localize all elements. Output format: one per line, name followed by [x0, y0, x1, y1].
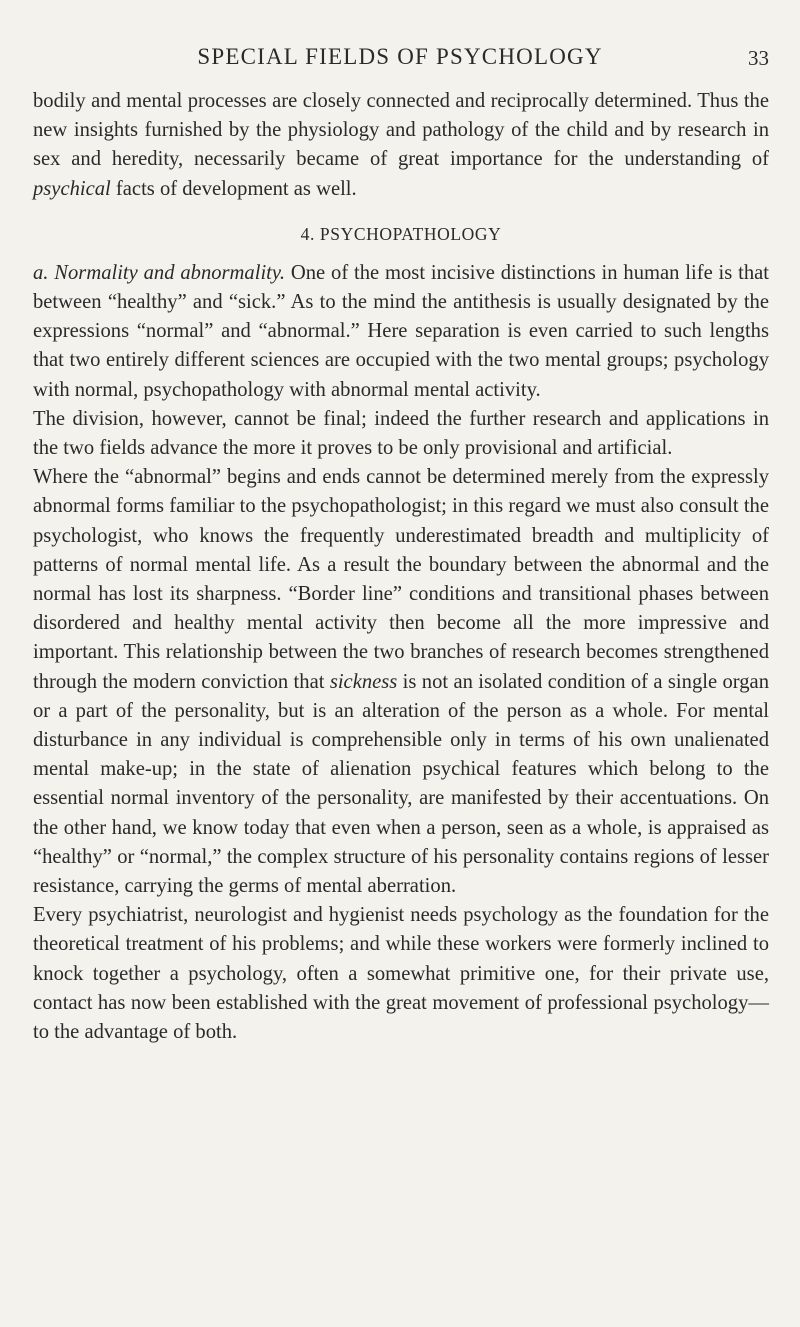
paragraph-division: The division, however, cannot be final; indeed the further research and applications in the two fields advance the more it proves to be only provisional and artificial. [33, 407, 769, 460]
paragraph-text: One of the most incisive distinctions in human life is that between “healthy” and “sick.” As to the mind the antithesis is usually designated by the expressions “normal” and “abnormal.” Here separation is even carried to such lengths that two entirely different sciences are occupied with the two mental groups; psychology with normal, psychopathology with abnormal mental activity. [33, 261, 769, 401]
running-head [0, 44, 800, 78]
paragraph-text: facts of development as well. [110, 177, 357, 200]
paragraph-text: bodily and mental processes are closely connected and reciprocally determined. Thus the new insights furnished by the physiology and pathology of the child and by research in sex and heredity, necessarily became of great importance for the understanding of [33, 90, 769, 171]
paragraph-psychiatrist: Every psychiatrist, neurologist and hygienist needs psychology as the foundation for the theoretical treatment of his problems; and while these workers were formerly inclined to knock together a psychology, often a somewhat primitive one, for their private use, contact has now been established with the great movement of professional psychology—to the advantage of both. [33, 904, 769, 1044]
page-number: 33 [748, 46, 769, 70]
section-heading: 4. PSYCHOPATHOLOGY [300, 223, 502, 244]
paragraph-normality [33, 259, 769, 405]
body-text [33, 87, 769, 1047]
emphasis-sickness: sickness [329, 670, 398, 693]
emphasis-psychical: psychical [33, 177, 111, 200]
subsection-label: a. Normality and abnormality. [33, 261, 286, 284]
running-title: SPECIAL FIELDS OF PSYCHOLOGY [197, 44, 603, 69]
paragraph-abnormal [33, 463, 769, 901]
paragraph-continued [33, 87, 769, 204]
paragraph-text: is not an isolated condition of a single organ or a part of the personality, but is an alteration of the person as a whole. For mental disturbance in any individual is comprehensible only in terms of his own unalienated mental make-up; in the state of alienation psychical features which belong to the essential normal inventory of the personality, are manifested by their accentuations. On the other hand, we know today that even when a person, seen as a whole, is appraised as “healthy” or “normal,” the complex structure of his personality contains regions of lesser resistance, carrying the germs of mental aberration. [33, 670, 769, 898]
paragraph-text: Where the “abnormal” begins and ends cannot be determined merely from the expressly abnormal forms familiar to the psychopathologist; in this regard we must also consult the psychologist, who knows the frequently underestimated breadth and multiplicity of patterns of normal mental life. As a result the boundary between the abnormal and the normal has lost its sharpness. “Border line” conditions and transitional phases between disordered and healthy mental activity then become all the more impressive and important. This relationship between the two branches of research becomes strengthened through the modern conviction that [33, 466, 769, 693]
